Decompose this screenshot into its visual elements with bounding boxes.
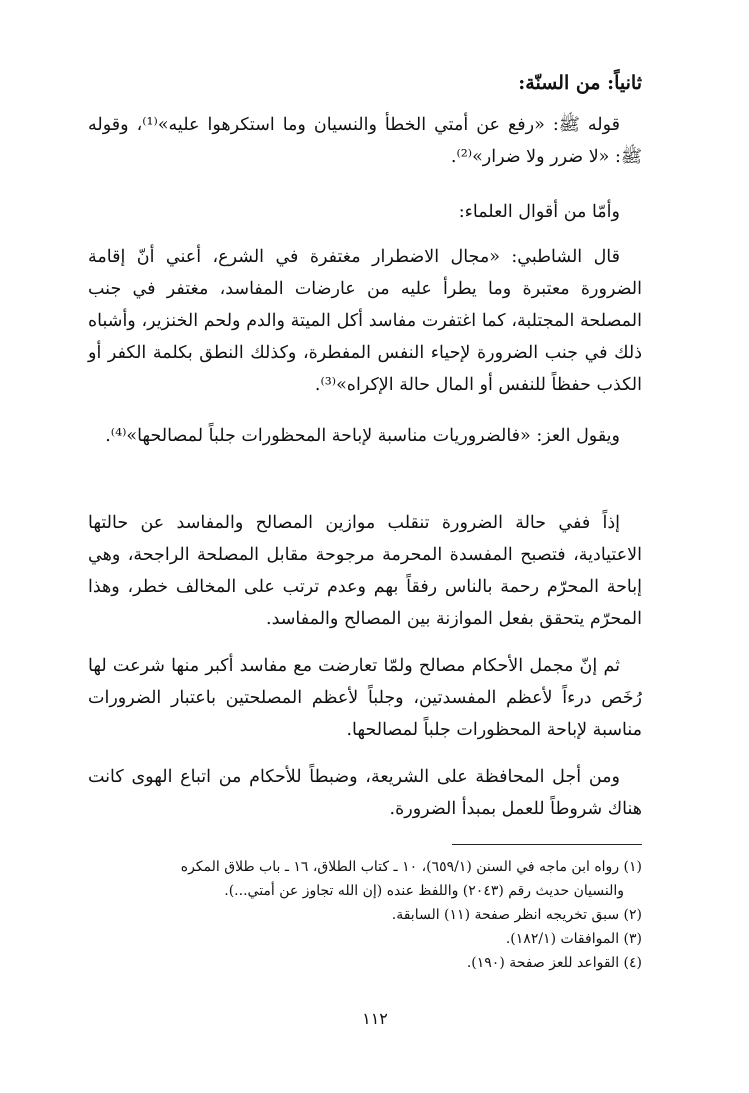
section-heading: ثانياً: من السنّة:: [518, 72, 642, 94]
paragraph-hadith: قوله ﷺ: «رفع عن أمتي الخطأ والنسيان وما استكرهوا عليه»⁽¹⁾، وقوله ﷺ: «لا ضرر ولا ضرار»⁽²⁾.: [88, 115, 642, 167]
paragraph-shatibi-quote: قال الشاطبي: «مجال الاضطرار مغتفرة في الشرع، أعني أنّ إقامة الضرورة معتبرة وما يطرأ عليه من عارضات المفاسد، مغتفر في جنب المصلحة المجتلبة، كما اغتفرت مفاسد أكل الميتة والدم ولحم الخنزير، وأشباه ذلك في جنب الضرورة لإحياء النفس المفطرة، وكذلك النطق بكلمة الكفر أو الكذب حفظاً للنفس أو المال حالة الإكراه»⁽³⁾.: [88, 247, 642, 395]
paragraph-balance: إذاً ففي حالة الضرورة تنقلب موازين المصالح والمفاسد عن حالتها الاعتيادية، فتصبح المفسدة المحرمة مرجوحة مقابل المصلحة الراجحة، وهي إباحة المحرّم رحمة بالناس رفقاً بهم وعدم ترتب على المخالف خطر، وهذا المحرّم يتحقق بفعل الموازنة بين المصالح والمفاسد.: [88, 513, 642, 629]
footnote-1-continued: والنسيان حديث رقم (٢٠٤٣) واللفظ عنده (إن الله تجاوز عن أمتي...).: [224, 883, 624, 899]
page-number: ١١٢: [362, 1009, 388, 1028]
paragraph-conditions: ومن أجل المحافظة على الشريعة، وضبطاً للأحكام من اتباع الهوى كانت هناك شروطاً للعمل بمبدأ الضرورة.: [88, 767, 642, 819]
footnotes: [88, 855, 642, 975]
footnote-4: (٤) القواعد للعز صفحة (١٩٠).: [466, 955, 642, 971]
paragraph-izz-quote: ويقول العز: «فالضروريات مناسبة لإباحة المحظورات جلباً لمصالحها»⁽⁴⁾.: [105, 426, 620, 446]
paragraph-rulings: ثم إنّ مجمل الأحكام مصالح ولمّا تعارضت مع مفاسد أكبر منها شرعت لها رُخَص درءاً لأعظم المفسدتين، وجلباً لأعظم المصلحتين باعتبار الضرورات مناسبة لإباحة المحظورات جلباً لمصالحها.: [88, 656, 642, 740]
footnote-divider: [452, 844, 642, 845]
paragraph-scholars-intro: وأمّا من أقوال العلماء:: [458, 202, 620, 222]
footnote-3: (٣) الموافقات (١٨٢/١).: [505, 931, 642, 947]
footnote-2: (٢) سبق تخريجه انظر صفحة (١١) السابقة.: [391, 907, 642, 923]
footnote-1: (١) رواه ابن ماجه في السنن (٦٥٩/١)، ١٠ ـ كتاب الطلاق، ١٦ ـ باب طلاق المكره: [180, 859, 642, 875]
